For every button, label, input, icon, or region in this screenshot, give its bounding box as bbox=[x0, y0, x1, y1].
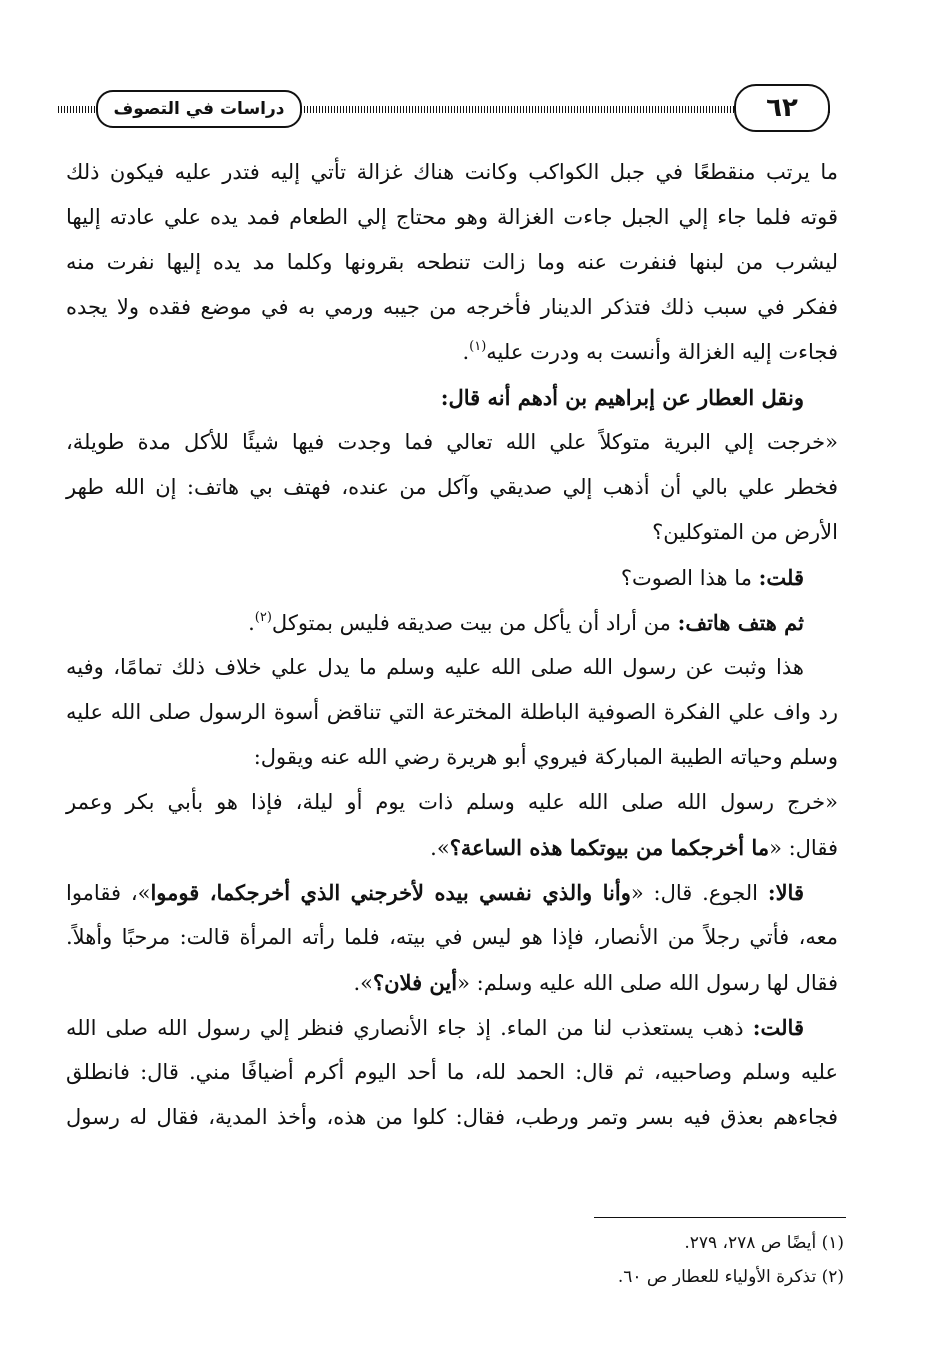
hadith-line bbox=[66, 960, 838, 1005]
footnote-ref-1: (١) bbox=[469, 339, 487, 354]
text-fragment: ». bbox=[353, 971, 373, 995]
hadith-line: «خرج رسول الله صلى الله عليه وسلم ذات يوم أو ليلة، فإذا هو بأبي بكر وعمر bbox=[66, 790, 838, 814]
running-header bbox=[58, 82, 830, 138]
page-number: ٦٢ bbox=[734, 84, 830, 132]
text-fragment: فقال لها رسول الله صلى الله عليه وسلم: « bbox=[457, 971, 838, 995]
hadith-line: معه، فأتي رجلاً من الأنصار، فإذا هو ليس في بيته، فلما رأته المرأة قالت: مرحبًا وأهلاً. bbox=[66, 925, 838, 949]
footnote-separator bbox=[594, 1217, 846, 1218]
text-line: هذا وثبت عن رسول الله صلى الله عليه وسلم ما يدل علي خلاف ذلك تمامًا، وفيه bbox=[66, 655, 804, 679]
hadith-line bbox=[66, 1005, 838, 1050]
text-line: قوته فلما جاء إلي الجبل جاءت الغزالة وهو محتاج إلي الطعام فمد يده علي عادته إليها bbox=[66, 205, 838, 229]
main-text bbox=[66, 150, 838, 1140]
text-fragment: » bbox=[436, 836, 450, 860]
text-line: وسلم وحياته الطيبة المباركة فيروي أبو هريرة رضي الله عنه ويقول: bbox=[253, 745, 838, 769]
quote-line: «خرجت إلي البرية متوكلاً علي الله تعالي فما وجدت فيها شيئًا للأكل مدة طويلة، bbox=[66, 430, 838, 454]
book-title: دراسات في التصوف bbox=[96, 90, 302, 128]
text-fragment: فجاءت إليه الغزالة وأنست به ودرت عليه bbox=[486, 340, 838, 364]
text-fragment: . bbox=[248, 611, 255, 635]
footnote-ref-2: (٢) bbox=[254, 610, 272, 625]
text-line: ونقل العطار عن إبراهيم بن أدهم أنه قال: bbox=[440, 385, 804, 410]
text-fragment: . bbox=[462, 340, 470, 364]
speaker-label: ثم هتف هاتف: bbox=[677, 610, 804, 635]
text-fragment: »، فقاموا bbox=[66, 881, 151, 905]
text-fragment: ما هذا الصوت؟ bbox=[620, 566, 759, 590]
text-line: ما يرتب منقطعًا في جبل الكواكب وكانت هناك غزالة تأتي إليه فتدر عليه فيكون ذلك bbox=[66, 160, 838, 184]
text-line bbox=[66, 600, 838, 645]
footnote-1: (١) أيضًا ص ٢٧٨، ٢٧٩. bbox=[684, 1233, 844, 1253]
text-fragment: الجوع. قال: « bbox=[630, 881, 768, 905]
hadith-line: فجاءهم بعذق فيه بسر وتمر ورطب، فقال: كلوا من هذه، وأخذ المدية، فقال له رسول bbox=[66, 1105, 838, 1129]
footnote-2: (٢) تذكرة الأولياء للعطار ص ٦٠. bbox=[617, 1267, 844, 1287]
prophet-speech: أين فلان؟ bbox=[372, 970, 458, 995]
text-fragment: ذهب يستعذب لنا من الماء. إذ جاء الأنصاري فنظر إلي رسول الله صلى الله bbox=[66, 1016, 753, 1040]
speaker-label: قالت: bbox=[752, 1015, 804, 1040]
hadith-line bbox=[66, 870, 838, 915]
text-line: رد واف علي الفكرة الصوفية الباطلة المخترعة التي تناقض أسوة الرسول صلى الله عليه bbox=[66, 700, 838, 724]
hadith-line: عليه وسلم وصاحبيه، ثم قال: الحمد لله، ما أحد اليوم أكرم أضيافًا مني. قال: فانطلق bbox=[66, 1060, 838, 1084]
prophet-speech: وأنا والذي نفسي بيده لأخرجني الذي أخرجكما، قوموا bbox=[150, 880, 631, 905]
quote-line: فخطر علي بالي أن أذهب إلي صديقي وآكل من عنده، فهتف بي هاتف: إن الله طهر bbox=[66, 475, 838, 499]
speaker-label: قلت: bbox=[758, 565, 804, 590]
text-fragment: فقال: « bbox=[769, 836, 838, 860]
text-line: ليشرب من لبنها فنفرت عنه وما زالت تنطحه بقرونها وكلما مد يده إليها نفرت منه bbox=[66, 250, 838, 274]
text-line: ففكر في سبب ذلك فتذكر الدينار فأخرجه من جيبه ورمي به في موضع فقده ولا يجده bbox=[66, 295, 838, 319]
footnotes bbox=[344, 1226, 844, 1294]
text-fragment: . bbox=[430, 836, 437, 860]
quote-line: الأرض من المتوكلين؟ bbox=[652, 520, 838, 544]
prophet-speech: ما أخرجكما من بيوتكما هذه الساعة؟ bbox=[449, 835, 770, 860]
text-line bbox=[66, 555, 838, 600]
text-line bbox=[66, 330, 838, 375]
text-fragment: من أراد أن يأكل من بيت صديقه فليس بمتوكل bbox=[271, 611, 678, 635]
speaker-label: قالا: bbox=[767, 880, 804, 905]
hadith-line bbox=[66, 825, 838, 870]
